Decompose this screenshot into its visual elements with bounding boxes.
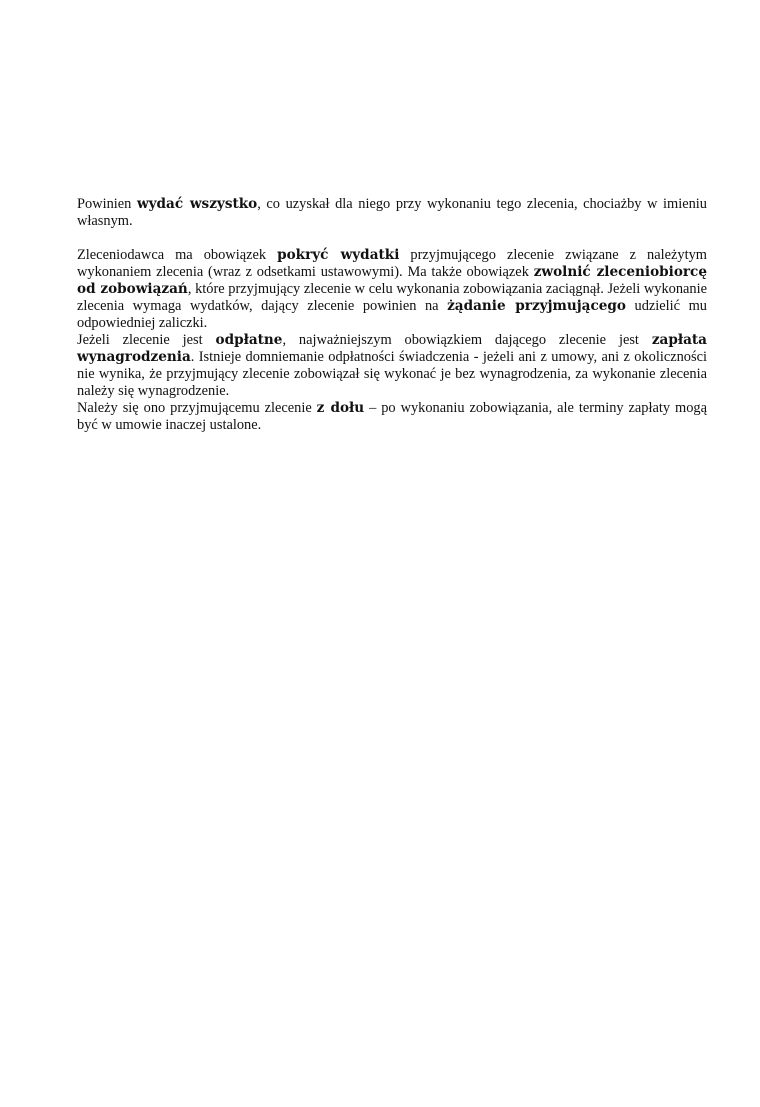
text-run: przyjmującego zlecenie związane z należytym wykonaniem zlecenia (wraz z odsetkami ustawowymi). Ma także obowiązek xyxy=(77,247,707,280)
paragraph-client-obligations xyxy=(77,247,707,332)
text-run: , co uzyskał dla niego przy wykonaniu tego zlecenia, chociażby w imieniu własnym. xyxy=(77,196,707,229)
paragraph-remuneration xyxy=(77,332,707,400)
text-run: , które przyjmujący zlecenie w celu wykonania zobowiązania zaciągnął. Jeżeli wykonanie zlecenia wymaga wydatków, dający zlecenie powinien na xyxy=(77,281,708,314)
text-run: , najważniejszym obowiązkiem dającego zlecenie jest xyxy=(282,332,652,348)
bold-phrase: pokryć wydatki xyxy=(277,247,400,263)
bold-phrase: z dołu xyxy=(316,400,365,416)
text-run: – po wykonaniu zobowiązania, ale terminy zapłaty mogą być w umowie inaczej ustalone. xyxy=(77,400,707,433)
text-run: Powinien xyxy=(77,196,137,212)
paragraph-spacer xyxy=(77,230,707,247)
text-run: udzielić mu odpowiedniej zaliczki. xyxy=(77,298,707,331)
bold-phrase: żądanie przyjmującego xyxy=(447,298,626,314)
document-body xyxy=(77,196,707,434)
text-run: . Istnieje domniemanie odpłatności świadczenia - jeżeli ani z umowy, ani z okoliczności nie wynika, że przyjmujący zlecenie zobowiązał się wykonać je bez wynagrodzenia, za wykonanie zlecenia należy się wynagrodzenie. xyxy=(77,349,707,399)
bold-phrase: wydać wszystko xyxy=(136,196,258,212)
text-run: Jeżeli zlecenie jest xyxy=(77,332,216,348)
bold-phrase: zapłata wynagrodzenia xyxy=(77,332,707,365)
text-run: Zleceniodawca ma obowiązek xyxy=(77,247,278,263)
bold-phrase: odpłatne xyxy=(215,332,283,348)
text-run: Należy się ono przyjmującemu zlecenie xyxy=(77,400,317,416)
bold-phrase: zwolnić zleceniobiorcę od zobowiązań xyxy=(77,264,707,297)
paragraph-payment-terms xyxy=(77,400,707,434)
paragraph-obligation-to-hand-over xyxy=(77,196,707,230)
